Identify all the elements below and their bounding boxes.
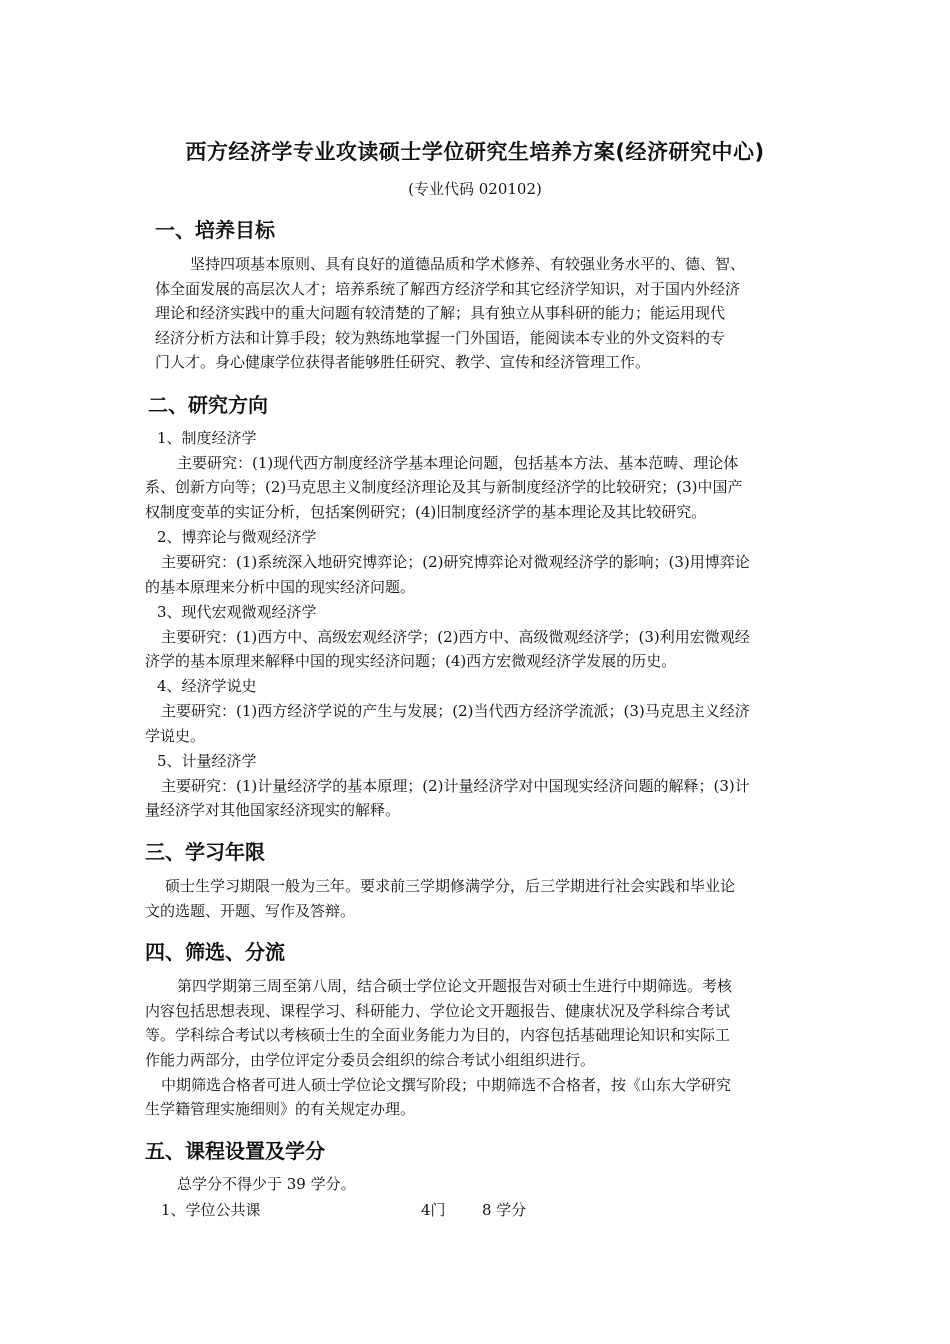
document-title: 西方经济学专业攻读硕士学位研究生培养方案(经济研究中心) [185, 140, 765, 164]
course-credits: 8 学分 [482, 1201, 527, 1219]
paragraph-line: 第四学期第三周至第八周，结合硕士学位论文开题报告对硕士生进行中期筛选。考核 [177, 977, 733, 995]
paragraph-line: 主要研究：(1)现代西方制度经济学基本理论问题，包括基本方法、基本范畴、理论体 [177, 454, 739, 472]
total-credits: 总学分不得少于 39 学分。 [177, 1175, 356, 1193]
research-direction-title: 4、经济学说史 [157, 677, 257, 695]
section-heading-goals: 一、培养目标 [155, 218, 275, 242]
paragraph-line: 作能力两部分，由学位评定分委员会组织的综合考试小组组织进行。 [145, 1051, 596, 1069]
research-direction-title: 3、现代宏观微观经济学 [157, 603, 317, 621]
course-count: 4门 [421, 1201, 446, 1219]
research-direction-title: 5、计量经济学 [157, 752, 257, 770]
paragraph-line: 坚持四项基本原则、具有良好的道德品质和学术修养、有较强业务水平的、德、智、 [190, 255, 746, 273]
paragraph-line: 内容包括思想表现、课程学习、科研能力、学位论文开题报告、健康状况及学科综合考试 [145, 1002, 731, 1020]
paragraph-line: 生学籍管理实施细则》的有关规定办理。 [145, 1100, 416, 1118]
paragraph-line: 主要研究：(1)西方经济学说的产生与发展；(2)当代西方经济学流派；(3)马克思主义经济 [161, 702, 750, 720]
section-heading-screening: 四、筛选、分流 [145, 940, 285, 964]
paragraph-line: 理论和经济实践中的重大问题有较清楚的了解；具有独立从事科研的能力；能运用现代 [155, 304, 726, 322]
section-heading-research: 二、研究方向 [148, 393, 268, 417]
paragraph-line: 学说史。 [145, 727, 206, 745]
paragraph-line: 文的选题、开题、写作及答辩。 [145, 902, 356, 920]
paragraph-line: 主要研究：(1)计量经济学的基本原理；(2)计量经济学对中国现实经济问题的解释；(3)计 [161, 777, 750, 795]
document-subtitle: (专业代码 020102) [408, 180, 542, 198]
paragraph-line: 权制度变革的实证分析，包括案例研究；(4)旧制度经济学的基本理论及其比较研究。 [145, 503, 707, 521]
section-heading-duration: 三、学习年限 [145, 840, 265, 864]
paragraph-line: 中期筛选合格者可进人硕士学位论文撰写阶段；中期筛选不合格者，按《山东大学研究 [161, 1076, 732, 1094]
paragraph-line: 等。学科综合考试以考核硕士生的全面业务能力为目的，内容包括基础理论知识和实际工 [145, 1026, 731, 1044]
paragraph-line: 量经济学对其他国家经济现实的解释。 [145, 801, 401, 819]
research-direction-title: 1、制度经济学 [157, 429, 257, 447]
paragraph-line: 的基本原理来分析中国的现实经济问题。 [145, 578, 416, 596]
paragraph-line: 门人才。身心健康学位获得者能够胜任研究、教学、宣传和经济管理工作。 [155, 353, 651, 371]
paragraph-line: 主要研究：(1)西方中、高级宏观经济学；(2)西方中、高级微观经济学；(3)利用宏微观经 [161, 628, 750, 646]
paragraph-line: 经济分析方法和计算手段；较为熟练地掌握一门外国语，能阅读本专业的外文资料的专 [155, 329, 726, 347]
paragraph-line: 主要研究：(1)系统深入地研究博弈论；(2)研究博弈论对微观经济学的影响；(3)用博弈论 [161, 553, 750, 571]
paragraph-line: 体全面发展的高层次人才；培养系统了解西方经济学和其它经济学知识，对于国内外经济 [155, 280, 741, 298]
research-direction-title: 2、博弈论与微观经济学 [157, 528, 317, 546]
paragraph-line: 济学的基本原理来解释中国的现实经济问题；(4)西方宏微观经济学发展的历史。 [145, 652, 677, 670]
course-category-name: 1、学位公共课 [161, 1201, 261, 1219]
paragraph-line: 系、创新方向等；(2)马克思主义制度经济理论及其与新制度经济学的比较研究；(3)中国产 [145, 478, 743, 496]
paragraph-line: 硕士生学习期限一般为三年。要求前三学期修满学分，后三学期进行社会实践和毕业论 [165, 877, 736, 895]
section-heading-courses: 五、课程设置及学分 [145, 1139, 325, 1163]
